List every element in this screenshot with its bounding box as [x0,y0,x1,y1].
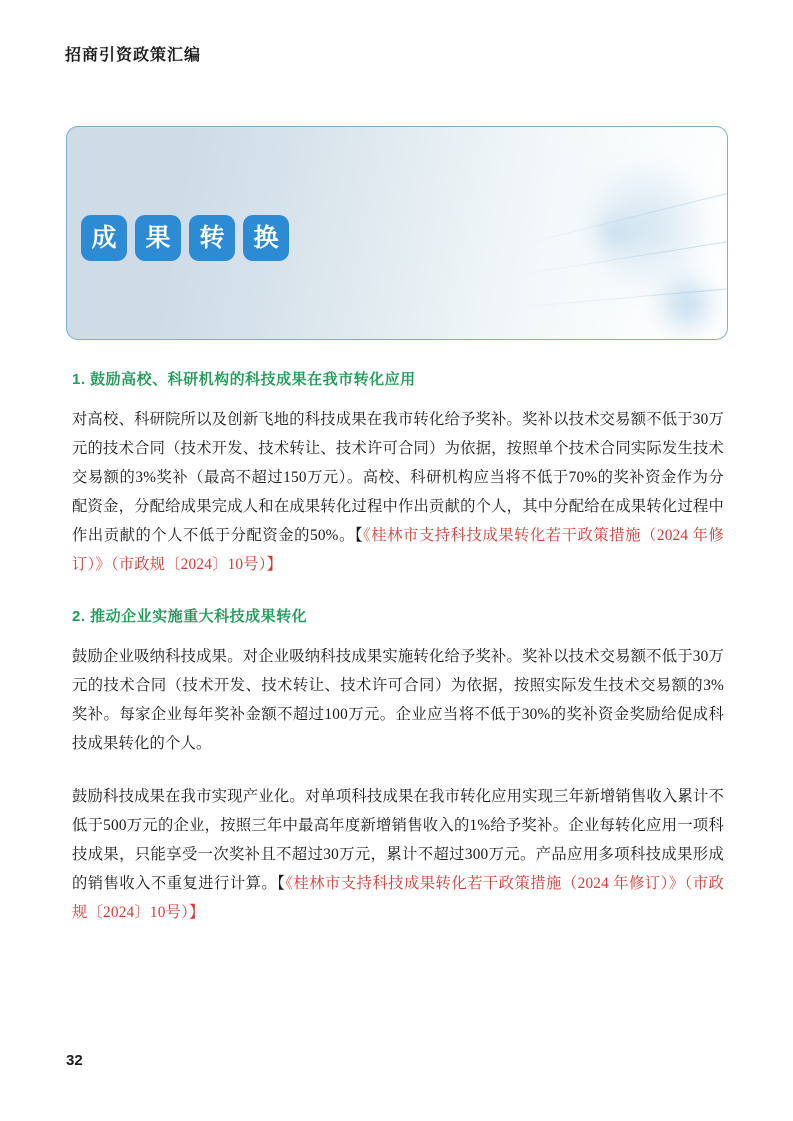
paragraph-spacer [72,774,724,782]
banner-char-1: 成 [81,215,127,261]
page-header-title: 招商引资政策汇编 [65,47,202,64]
policy-reference: 《桂林市支持科技成果转化若干政策措施（2024 年修订）》（市政规〔2024〕10号） [72,875,724,921]
document-body [72,368,724,927]
policy-reference-tail: 】 [266,556,283,573]
paragraph-1-1 [72,405,724,579]
paragraph-2-1 [72,642,724,758]
paragraph-2-2 [72,782,724,927]
paragraph-text: 鼓励科技成果在我市实现产业化。对单项科技成果在我市转化应用实现三年新增销售收入累计不低于500万元的企业，按照三年中最高年度新增销售收入的1%给予奖补。企业每转化应用一项科技成果，只能享受一次奖补且不超过30万元，累计不超过300万元。产品应用多项科技成果形成的销售收入不重复进行计算。【 [72,788,724,892]
banner-title [81,215,289,261]
banner-char-4: 换 [243,215,289,261]
policy-reference: 《桂林市支持科技成果转化若干政策措施（2024 年修订）》（市政规〔2024〕10号） [72,527,724,573]
paragraph-text: 对高校、科研院所以及创新飞地的科技成果在我市转化给予奖补。奖补以技术交易额不低于30万元的技术合同（技术开发、技术转让、技术许可合同）为依据，按照单个技术合同实际发生技术交易额的3%奖补（最高不超过150万元）。高校、科研机构应当将不低于70%的奖补资金作为分配资金，分配给成果完成人和在成果转化过程中作出贡献的个人，其中分配给在成果转化过程中作出贡献的个人不低于分配资金的50%。【 [72,411,724,544]
banner-char-2: 果 [135,215,181,261]
page-number: 32 [66,1052,83,1069]
banner-char-3: 转 [189,215,235,261]
paragraph-text: 鼓励企业吸纳科技成果。对企业吸纳科技成果实施转化给予奖补。奖补以技术交易额不低于30万元的技术合同（技术开发、技术转让、技术许可合同）为依据，按照实际发生技术交易额的3%奖补。每家企业每年奖补金额不超过100万元。企业应当将不低于30%的奖补资金奖励给促成科技成果转化的个人。 [72,648,724,752]
section-title-2: 2. 推动企业实施重大科技成果转化 [72,608,308,625]
section-title-1: 1. 鼓励高校、科研机构的科技成果在我市转化应用 [72,371,416,388]
banner-glow-dot [595,213,635,253]
banner-glow-small [652,269,722,339]
policy-reference-tail: 】 [188,904,205,921]
section-banner [66,126,728,340]
